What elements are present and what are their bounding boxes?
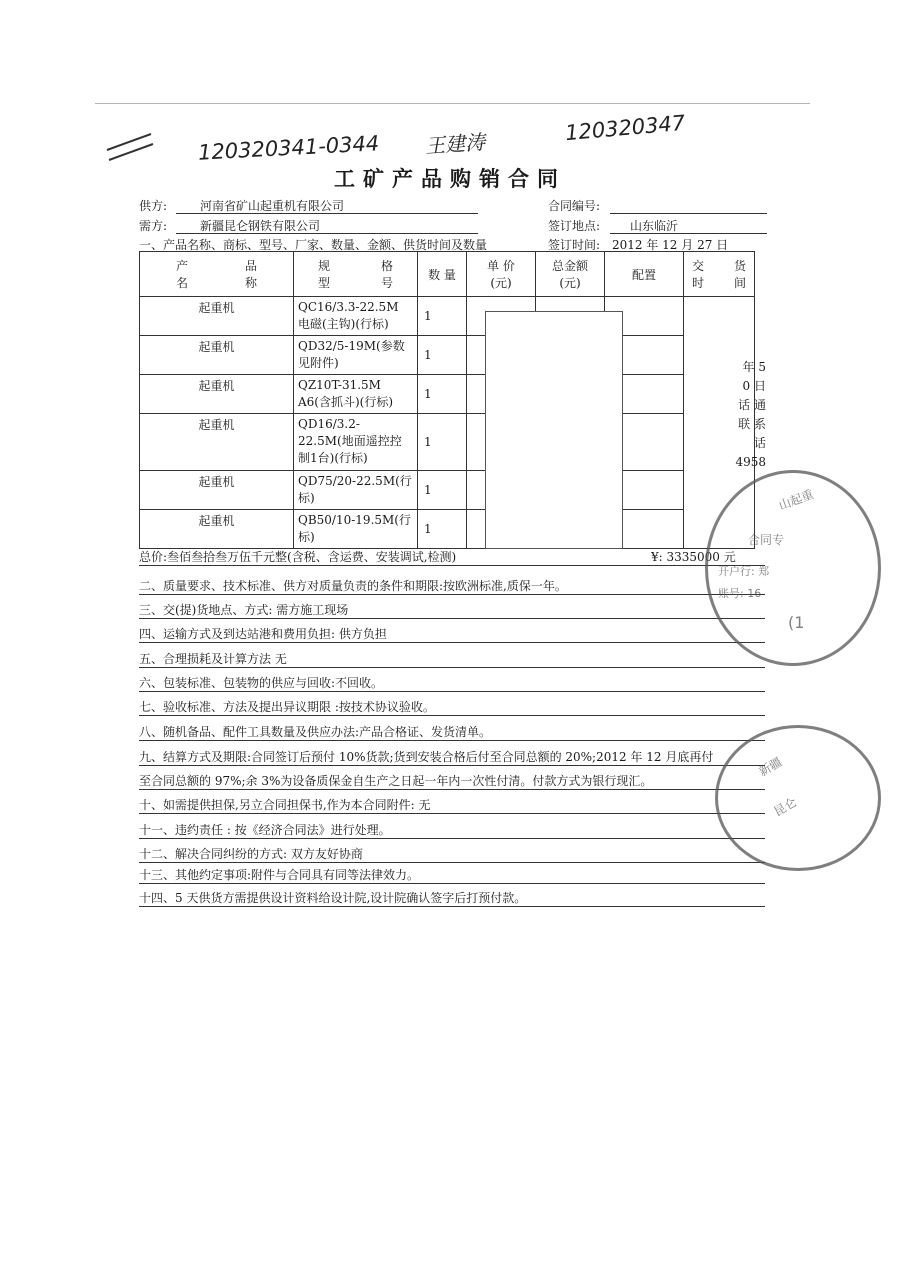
handwritten-number-range: 120320341-0344 [197,131,380,165]
delivery-note-line: 话 通 [738,398,766,412]
header-name-char: 品 [244,259,257,273]
delivery-note-line: 话 [753,436,766,450]
product-name: 起重机 [140,297,294,336]
total-value: ¥: 3335000 元 [651,550,736,564]
header-delivery-char: 货 [733,259,746,273]
header-spec-char: 规 [318,259,331,273]
clause-acceptance: 七、验收标准、方法及提出异议期限 :按技术协议验收。 [139,700,435,714]
table-row [140,414,755,471]
clause-spare-parts: 八、随机备品、配件工具数量及供应办法:产品合格证、发货清单。 [139,725,492,739]
header-delivery-char: 时 [692,276,705,290]
clause-design-data: 十四、5 天供货方需提供设计资料给设计院,设计院确认签字后打预付款。 [139,891,527,905]
header-unit-price-unit: (元) [490,276,512,290]
clause-quality: 二、质量要求、技术标准、供方对质量负责的条件和期限:按欧洲标准,质保一年。 [139,579,567,593]
delivery-note-line: 年 5 [742,360,766,374]
company-seal: 山起重 合同专 开户行: 郑 账号: 16 (1 [705,470,881,666]
redacted-price-block [485,311,623,549]
handwritten-number: 120320347 [564,110,687,146]
product-qty: 1 [418,336,467,375]
table-row [140,336,755,375]
product-name: 起重机 [140,336,294,375]
table-row [140,297,755,336]
product-name: 起重机 [140,375,294,414]
clause-guarantee: 十、如需提供担保,另立合同担保书,作为本合同附件: 无 [139,798,431,812]
header-name-char: 名 [176,276,189,290]
clause-other: 十三、其他约定事项:附件与合同具有同等法律效力。 [139,868,420,882]
supplier-label: 供方: [139,199,168,213]
table-row [140,375,755,414]
sign-time-label: 签订时间: [548,238,601,252]
product-qty: 1 [418,375,467,414]
clause-transport: 四、运输方式及到达站港和费用负担: 供方负担 [139,627,387,641]
clause-dispute: 十二、解决合同纠纷的方式: 双方友好协商 [139,847,363,861]
handwritten-name: 王建涛 [424,129,486,159]
product-spec: QD32/5-19M(参数见附件) [294,336,418,375]
product-name: 起重机 [140,414,294,471]
sign-place-label: 签订地点: [548,219,601,233]
table-row [140,471,755,510]
total-row [139,548,765,565]
header-config: 配置 [605,252,684,297]
product-name: 起重机 [140,510,294,549]
header-qty: 数 量 [418,252,467,297]
header-delivery-char: 间 [733,276,746,290]
header-spec-char: 型 [318,276,331,290]
header-delivery-char: 交 [692,259,705,273]
table-header-row [140,252,755,297]
product-table [139,251,755,549]
product-name: 起重机 [140,471,294,510]
product-spec: QD16/3.2-22.5M(地面遥控控制1台)(行标) [294,414,418,471]
header-name-char: 产 [176,259,189,273]
total-label: 总价:叁佰叁拾叁万伍千元整(含税、含运费、安装调试,检测) [139,550,457,564]
header-amount: 总金额 [551,259,588,273]
contract-no-label: 合同编号: [548,199,601,213]
buyer-seal: 新疆 昆仑 [715,725,881,871]
sign-place-value: 山东临沂 [630,219,679,233]
clause-payment: 九、结算方式及期限:合同签订后预付 10%货款;货到安装合格后付至合同总额的 20%;2012 年 12 月底再付 [139,750,714,764]
product-spec: QB50/10-19.5M(行标) [294,510,418,549]
product-qty: 1 [418,471,467,510]
buyer-name: 新疆昆仑钢铁有限公司 [200,219,321,233]
section-one-heading: 一、产品名称、商标、型号、厂家、数量、金额、供货时间及数量 [139,238,488,252]
header-spec-char: 格 [380,259,393,273]
table-row [140,510,755,549]
clause-payment-cont: 至合同总额的 97%;余 3%为设备质保金自生产之日起一年内一次性付清。付款方式为银行现汇。 [139,774,653,788]
clause-delivery-place: 三、交(提)货地点、方式: 需方施工现场 [139,603,349,617]
product-qty: 1 [418,510,467,549]
buyer-label: 需方: [139,219,168,233]
header-amount-unit: (元) [559,276,581,290]
clause-liability: 十一、违约责任 : 按《经济合同法》进行处理。 [139,823,391,837]
scan-edge-line [95,103,810,104]
header-spec-char: 号 [380,276,393,290]
supplier-name: 河南省矿山起重机有限公司 [200,199,345,213]
header-name-char: 称 [244,276,257,290]
product-spec: QD75/20-22.5M(行标) [294,471,418,510]
clause-packaging: 六、包装标准、包装物的供应与回收:不回收。 [139,676,384,690]
sign-time-value: 2012 年 12 月 27 日 [612,238,729,252]
header-unit-price: 单 价 [487,259,515,273]
delivery-note [720,358,766,472]
delivery-note-line: 4958 [735,455,766,469]
delivery-note-line: 0 日 [742,379,766,393]
document-title: 工矿产品购销合同 [334,166,566,191]
delivery-note-line: 联 系 [738,417,766,431]
clause-loss: 五、合理损耗及计算方法 无 [139,652,287,666]
product-qty: 1 [418,297,467,336]
product-qty: 1 [418,414,467,471]
product-spec: QC16/3.3-22.5M 电磁(主钩)(行标) [294,297,418,336]
product-spec: QZ10T-31.5M A6(含抓斗)(行标) [294,375,418,414]
